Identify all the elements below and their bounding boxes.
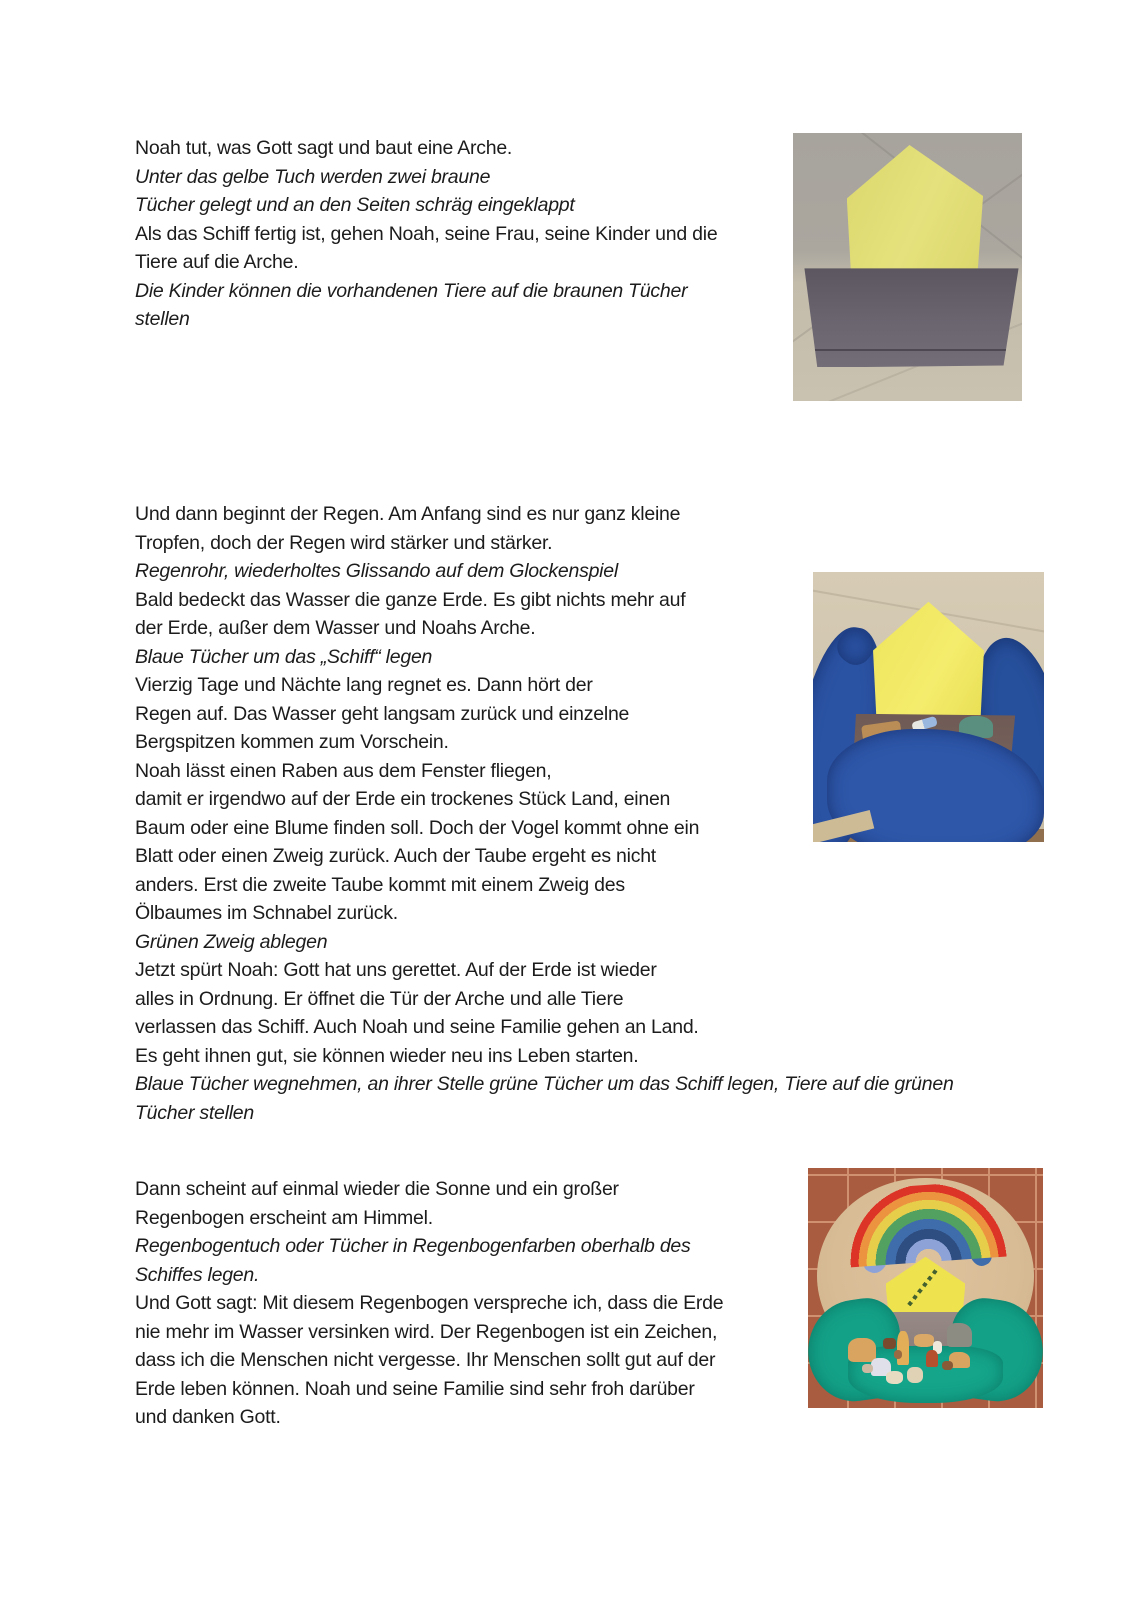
text-line: Blaue Tücher um das „Schiff“ legen: [135, 645, 433, 668]
text-line: Regenbogen erscheint am Himmel.: [135, 1206, 433, 1229]
text-line: und danken Gott.: [135, 1406, 281, 1428]
text-line: alles in Ordnung. Er öffnet die Tür der Arche und alle Tiere: [135, 987, 624, 1010]
animal-figure: [886, 1371, 904, 1384]
animal-figure: [848, 1338, 876, 1362]
text-line: Erde leben können. Noah und seine Familie sind sehr froh darüber: [135, 1377, 695, 1400]
text-line: Dann scheint auf einmal wieder die Sonne und ein großer: [135, 1178, 619, 1200]
text-line: Es geht ihnen gut, sie können wieder neu ins Leben starten.: [135, 1044, 639, 1067]
animal-figure: [947, 1323, 973, 1347]
paragraph-block-1: [135, 134, 717, 334]
animal-figure: [894, 1350, 902, 1358]
animal-figure: [907, 1367, 923, 1383]
text-line: Regen auf. Das Wasser geht langsam zurück und einzelne: [135, 702, 630, 725]
text-line: Schiffes legen.: [135, 1263, 260, 1286]
text-line: nie mehr im Wasser versinken wird. Der Regenbogen ist ein Zeichen,: [135, 1320, 718, 1343]
text-line: Regenbogentuch oder Tücher in Regenbogenfarben oberhalb des: [135, 1235, 691, 1257]
text-line: Und Gott sagt: Mit diesem Regenbogen verspreche ich, dass die Erde: [135, 1292, 724, 1314]
text-line: Und dann beginnt der Regen. Am Anfang sind es nur ganz kleine: [135, 503, 681, 525]
ark-hull-cloth: [804, 268, 1018, 367]
animal-figure: [862, 1364, 873, 1374]
text-line: Vierzig Tage und Nächte lang regnet es. Dann hört der: [135, 674, 593, 696]
text-line: damit er irgendwo auf der Erde ein trockenes Stück Land, einen: [135, 788, 671, 810]
animal-figure: [926, 1350, 939, 1367]
photo-ark-construction: [793, 133, 1022, 401]
text-line: Tücher stellen: [135, 1101, 254, 1124]
text-line: Jetzt spürt Noah: Gott hat uns gerettet. Auf der Erde ist wieder: [135, 959, 657, 981]
text-line: Noah tut, was Gott sagt und baut eine Arche.: [135, 137, 513, 159]
text-line: Tücher gelegt und an den Seiten schräg eingeklappt: [135, 194, 575, 216]
text-line: Ölbaumes im Schnabel zurück.: [135, 902, 398, 924]
text-line: Als das Schiff fertig ist, gehen Noah, seine Frau, seine Kinder und die: [135, 222, 718, 245]
text-line: dass ich die Menschen nicht vergesse. Ihr Menschen sollt gut auf der: [135, 1349, 716, 1371]
photo-ark-rainbow: [808, 1168, 1043, 1408]
animal-figure: [942, 1361, 953, 1369]
text-line: Baum oder eine Blume finden soll. Doch der Vogel kommt ohne ein: [135, 816, 700, 839]
animal-figure: [897, 1331, 909, 1365]
text-line: Bergspitzen kommen zum Vorschein.: [135, 731, 449, 753]
text-line: Bald bedeckt das Wasser die ganze Erde. Es gibt nichts mehr auf: [135, 588, 686, 611]
text-line: Die Kinder können die vorhandenen Tiere auf die braunen Tücher: [135, 279, 688, 302]
rainbow-cloth: [843, 1179, 1008, 1267]
text-line: Unter das gelbe Tuch werden zwei braune: [135, 165, 491, 188]
text-line: verlassen das Schiff. Auch Noah und seine Familie gehen an Land.: [135, 1016, 699, 1038]
animal-figure: [914, 1334, 934, 1347]
text-line: stellen: [135, 308, 190, 330]
paragraph-block-3: [135, 1175, 723, 1432]
photo-ark-flood: [813, 572, 1044, 842]
text-line: Blatt oder einen Zweig zurück. Auch der Taube ergeht es nicht: [135, 845, 656, 867]
text-line: Tropfen, doch der Regen wird stärker und stärker.: [135, 531, 553, 554]
text-line: Noah lässt einen Raben aus dem Fenster fliegen,: [135, 759, 552, 782]
text-line: der Erde, außer dem Wasser und Noahs Arche.: [135, 617, 536, 639]
text-line: Tiere auf die Arche.: [135, 251, 299, 273]
text-line: Blaue Tücher wegnehmen, an ihrer Stelle grüne Tücher um das Schiff legen, Tiere auf die grünen: [135, 1073, 954, 1095]
text-line: Grünen Zweig ablegen: [135, 930, 328, 953]
cloth-fold: [813, 349, 1008, 351]
text-line: anders. Erst die zweite Taube kommt mit einem Zweig des: [135, 873, 625, 896]
animal-figure: [883, 1338, 896, 1349]
text-line: Regenrohr, wiederholtes Glissando auf dem Glockenspiel: [135, 560, 618, 582]
